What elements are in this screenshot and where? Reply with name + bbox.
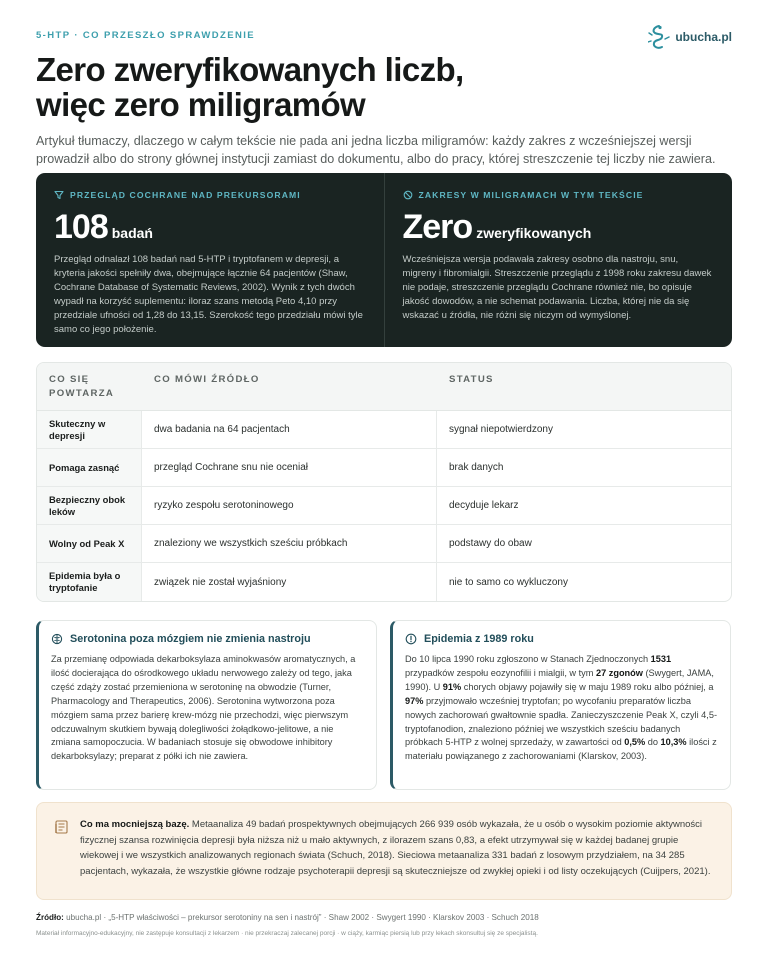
cell-source: dwa badania na 64 pacjentach (142, 411, 437, 448)
column-header-source: CO MÓWI ŹRÓDŁO (154, 374, 260, 385)
source-label: Źródło: (36, 913, 64, 922)
claims-table (36, 362, 732, 602)
stat-text: Przegląd odnalazł 108 badań nad 5-HTP i tryptofanem w depresji, a kryteria jakości spełniły dwa, obejmujące łącznie 64 pacjentów (Shaw, Cochrane Database of Systematic Reviews, 2002). Wynik z tych dwóch wypadł na korzyść suplementu: iloraz szans metodą Peto 4,10 przy przedziale ufności od 1,28 do 13,15. Szerokość tego przedziału mówi tyle samo co jego położenie. (54, 254, 363, 335)
stat-unit: badań (111, 225, 153, 241)
cell-claim: Bezpieczny obok leków (37, 487, 142, 524)
card-title-text: Epidemia z 1989 roku (424, 633, 534, 645)
lede: Artykuł tłumaczy, dlaczego w całym tekście nie pada ani jedna liczba miligramów: każdy zakres z wcześniejszej wersji prowadził albo do strony głównej instytucji zamiast do dokumentu, albo do pracy, której streszczenie tej liczby nie zawiera. (36, 134, 716, 166)
card-text: Do 10 lipca 1990 roku zgłoszono w Stanach Zjednoczonych 1531 przypadków zespołu eozynofilii i mialgii, w tym 27 zgonów (Swygert, JAMA, 1990). U 91% chorych objawy pojawiły się w maju 1989 roku albo później, a 97% przyjmowało wcześniej tryptofan; po wycofaniu preparatów liczba nowych zachorowań gwałtownie spadła. Zanieczyszczenie Peak X, czyli 4,5-tryptofanodion, znaleziono później we wszystkich sześciu badanych próbkach 5-HTP z wolnej sprzedaży, w zawartości od 0,5% do 10,3% ilości z materiału powiązanego z zachorowaniami (Klarskov, 2003). (405, 654, 718, 762)
source-text: ubucha.pl · „5-HTP właściwości – prekursor serotoniny na sen i nastrój” · Shaw 2002 · Swygert 1990 · Klarskov 2003 · Schuch 2018 (63, 913, 539, 922)
stat-text: Wcześniejsza wersja podawała zakresy osobno dla nastroju, snu, migreny i fibromialgii. Streszczenie przeglądu z 1998 roku zakresu dawek nie podaje, streszczenie przeglądu Cochrane również nie, bo opisuje jakość dowodów, a nie schemat podawania. Liczba, której nie da się wskazać u źródła, nie różni się niczym od wymyślonej. (402, 254, 712, 321)
stat-min: 0,5% (624, 737, 646, 748)
table-header (37, 363, 731, 411)
table-row (37, 411, 731, 449)
page-title (36, 52, 732, 122)
table-row (37, 449, 731, 487)
table-row (37, 563, 731, 601)
card-epidemic (390, 620, 731, 790)
stat-number: 108 (54, 208, 108, 246)
card-title-text: Serotonina poza mózgiem nie zmienia nastroju (70, 633, 311, 645)
stat-cochrane (36, 173, 384, 347)
cell-status: decyduje lekarz (449, 500, 519, 511)
stat-tag-label: PRZEGLĄD COCHRANE NAD PREKURSORAMI (70, 190, 301, 200)
cell-status: nie to samo co wykluczony (449, 576, 568, 588)
cell-source: związek nie został wyjaśniony (142, 563, 437, 601)
stats-panel (36, 173, 732, 347)
column-header-claim: CO SIĘ POWTARZA (49, 374, 115, 399)
stat-value (403, 208, 715, 247)
stat-cases: 1531 (650, 654, 672, 664)
cell-status: brak danych (449, 462, 504, 473)
stat-unit: zweryfikowanych (476, 225, 592, 241)
stat-zero (384, 173, 733, 347)
title-line-1: Zero zweryfikowanych liczb, (36, 51, 464, 88)
cell-status: podstawy do obaw (449, 538, 532, 549)
cell-status: sygnał niepotwierdzony (449, 424, 553, 435)
cell-source: ryzyko zespołu serotoninowego (142, 487, 437, 524)
brain-icon (51, 633, 63, 645)
cell-claim: Pomaga zasnąć (37, 449, 142, 486)
cell-claim: Epidemia była o tryptofanie (37, 563, 142, 601)
card-title (51, 633, 364, 645)
cell-source: znaleziony we wszystkich sześciu próbkach (142, 525, 437, 562)
stat-max: 10,3% (660, 737, 687, 748)
stat-value (54, 208, 366, 247)
eyebrow: 5-HTP · CO PRZESZŁO SPRAWDZENIE (36, 30, 255, 41)
table-row (37, 487, 731, 525)
logo[interactable] (648, 24, 732, 50)
document-icon (55, 820, 68, 834)
header (36, 30, 732, 168)
card-text: Za przemianę odpowiada dekarboksylaza aminokwasów aromatycznych, a ilość docierająca do ośrodkowego układu nerwowego zależy od tego, jaka część zdąży zostać przemieniona w serotoninę na obwodzie (Turner, Pharmacology and Therapeutics, 2006). Serotonina wytworzona poza mózgiem sama przez barierę krew-mózg nie przechodzi, więc pierwszym odczuwalnym skutkiem bywają dolegliwości żołądkowo-jelitowe, a nie zmiana samopoczucia. W badaniach stosuje się obwodowe inhibitory dekarboksylazy; preparat z półki ich nie zawiera. (51, 654, 356, 762)
stat-onset: 91% (442, 681, 462, 692)
stat-deaths: 27 zgonów (595, 667, 643, 678)
cell-source: przegląd Cochrane snu nie oceniał (142, 449, 437, 486)
card-title (405, 633, 718, 645)
column-header-status: STATUS (449, 374, 494, 385)
stat-number: Zero (402, 208, 473, 246)
stat-tag-label: ZAKRESY W MILIGRAMACH W TYM TEKŚCIE (418, 190, 644, 200)
stat-tryptophan: 97% (405, 695, 424, 706)
stat-tag (54, 190, 366, 200)
ban-icon (403, 190, 413, 200)
cell-claim: Wolny od Peak X (37, 525, 142, 562)
evidence-note (36, 802, 732, 900)
note-text: Co ma mocniejszą bazę. Metaanaliza 49 badań prospektywnych obejmujących 266 939 osób wykazała, że u osób o wysokim poziomie aktywności fizycznej szansa rozwinięcia depresji była niższa niż u mało aktywnych, z ilorazem szans 0,83, a efekt utrzymywał się w każdej badanej grupie wiekowej i we wszystkich analizowanych regionach świata (Schuch, 2018). Sieciowa metaanaliza 331 badań z losowym przydziałem, na 34 285 pacjentach, wykazała, że wszystkie główne rodzaje psychoterapii depresji są skuteczniejsze od zwykłej opieki i od listy oczekujących (Cuijpers, 2021). (80, 819, 711, 877)
note-lead: Co ma mocniejszą bazę. (80, 819, 190, 830)
disclaimer: Materiał informacyjno-edukacyjny, nie zastępuje konsultacji z lekarzem · nie przekraczaj zalecanej porcji · w ciąży, karmiąc piersią lub przy lekach skonsultuj się ze specjalistą. (36, 930, 538, 937)
table-row (37, 525, 731, 563)
logo-text: ubucha.pl (675, 30, 732, 44)
card-serotonin (36, 620, 377, 790)
stat-tag (403, 190, 715, 200)
cell-claim: Skuteczny w depresji (37, 411, 142, 448)
filter-icon (54, 190, 64, 200)
alert-icon (405, 633, 417, 645)
source-line (36, 913, 736, 922)
title-line-2: więc zero miligramów (36, 86, 366, 123)
dragon-icon (648, 24, 670, 50)
